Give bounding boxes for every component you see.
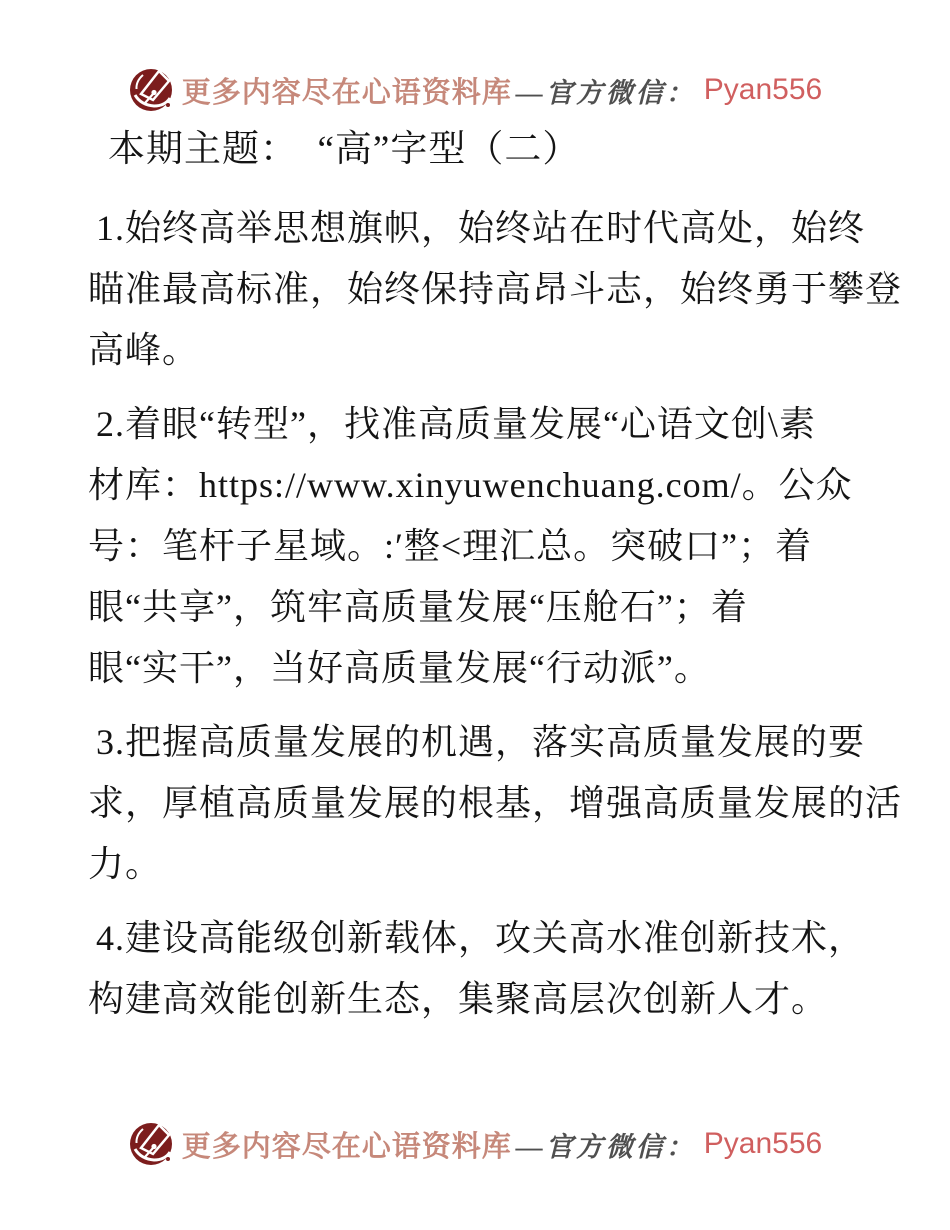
paragraph <box>88 394 890 699</box>
watermark-wechat-id: Pyan556 <box>703 73 823 106</box>
paragraphs <box>88 198 903 1030</box>
text-line: 求，厚植高质量发展的根基，增强高质量发展的活 <box>88 783 903 823</box>
pen-nib-circle-icon <box>128 1118 176 1170</box>
paragraph <box>88 908 890 1030</box>
watermark-brand-text: 更多内容尽在心语资料库 <box>181 76 512 109</box>
text-line: 1.始终高举思想旗帜，始终站在时代高处，始终 <box>96 208 866 248</box>
pen-nib-circle-icon <box>128 64 176 116</box>
text-line: 瞄准最高标准，始终保持高昂斗志，始终勇于攀登 <box>88 269 903 309</box>
text-line: 眼“实干”，当好高质量发展“行动派”。 <box>88 648 711 688</box>
watermark-wechat-id: Pyan556 <box>703 1127 823 1160</box>
text-line: 2.着眼“转型”，找准高质量发展“心语文创\素 <box>96 404 816 444</box>
text-line: 眼“共享”，筑牢高质量发展“压舱石”；着 <box>88 587 748 627</box>
text-line: 构建高效能创新生态，集聚高层次创新人才。 <box>88 979 829 1019</box>
footer-watermark <box>0 1114 950 1174</box>
watermark-brand-text: 更多内容尽在心语资料库 <box>181 1130 512 1163</box>
watermark-wechat-label: —官方微信： <box>515 77 696 108</box>
header-watermark <box>0 60 950 120</box>
paragraph <box>88 198 903 381</box>
text-line: 高峰。 <box>88 330 200 370</box>
text-line: 号：笔杆子星域。:′整<理汇总。突破口”；着 <box>88 526 813 566</box>
document-title: 本期主题： “高”字型（二） <box>108 129 581 170</box>
text-line: 力。 <box>88 844 163 884</box>
watermark-wechat-label: —官方微信： <box>515 1131 696 1162</box>
text-line: 4.建设高能级创新载体，攻关高水准创新技术， <box>96 918 866 958</box>
text-line: 3.把握高质量发展的机遇，落实高质量发展的要 <box>96 722 866 762</box>
paragraph <box>88 712 903 895</box>
text-line: 材库：https://www.xinyuwenchuang.com/。公众 <box>88 465 853 505</box>
